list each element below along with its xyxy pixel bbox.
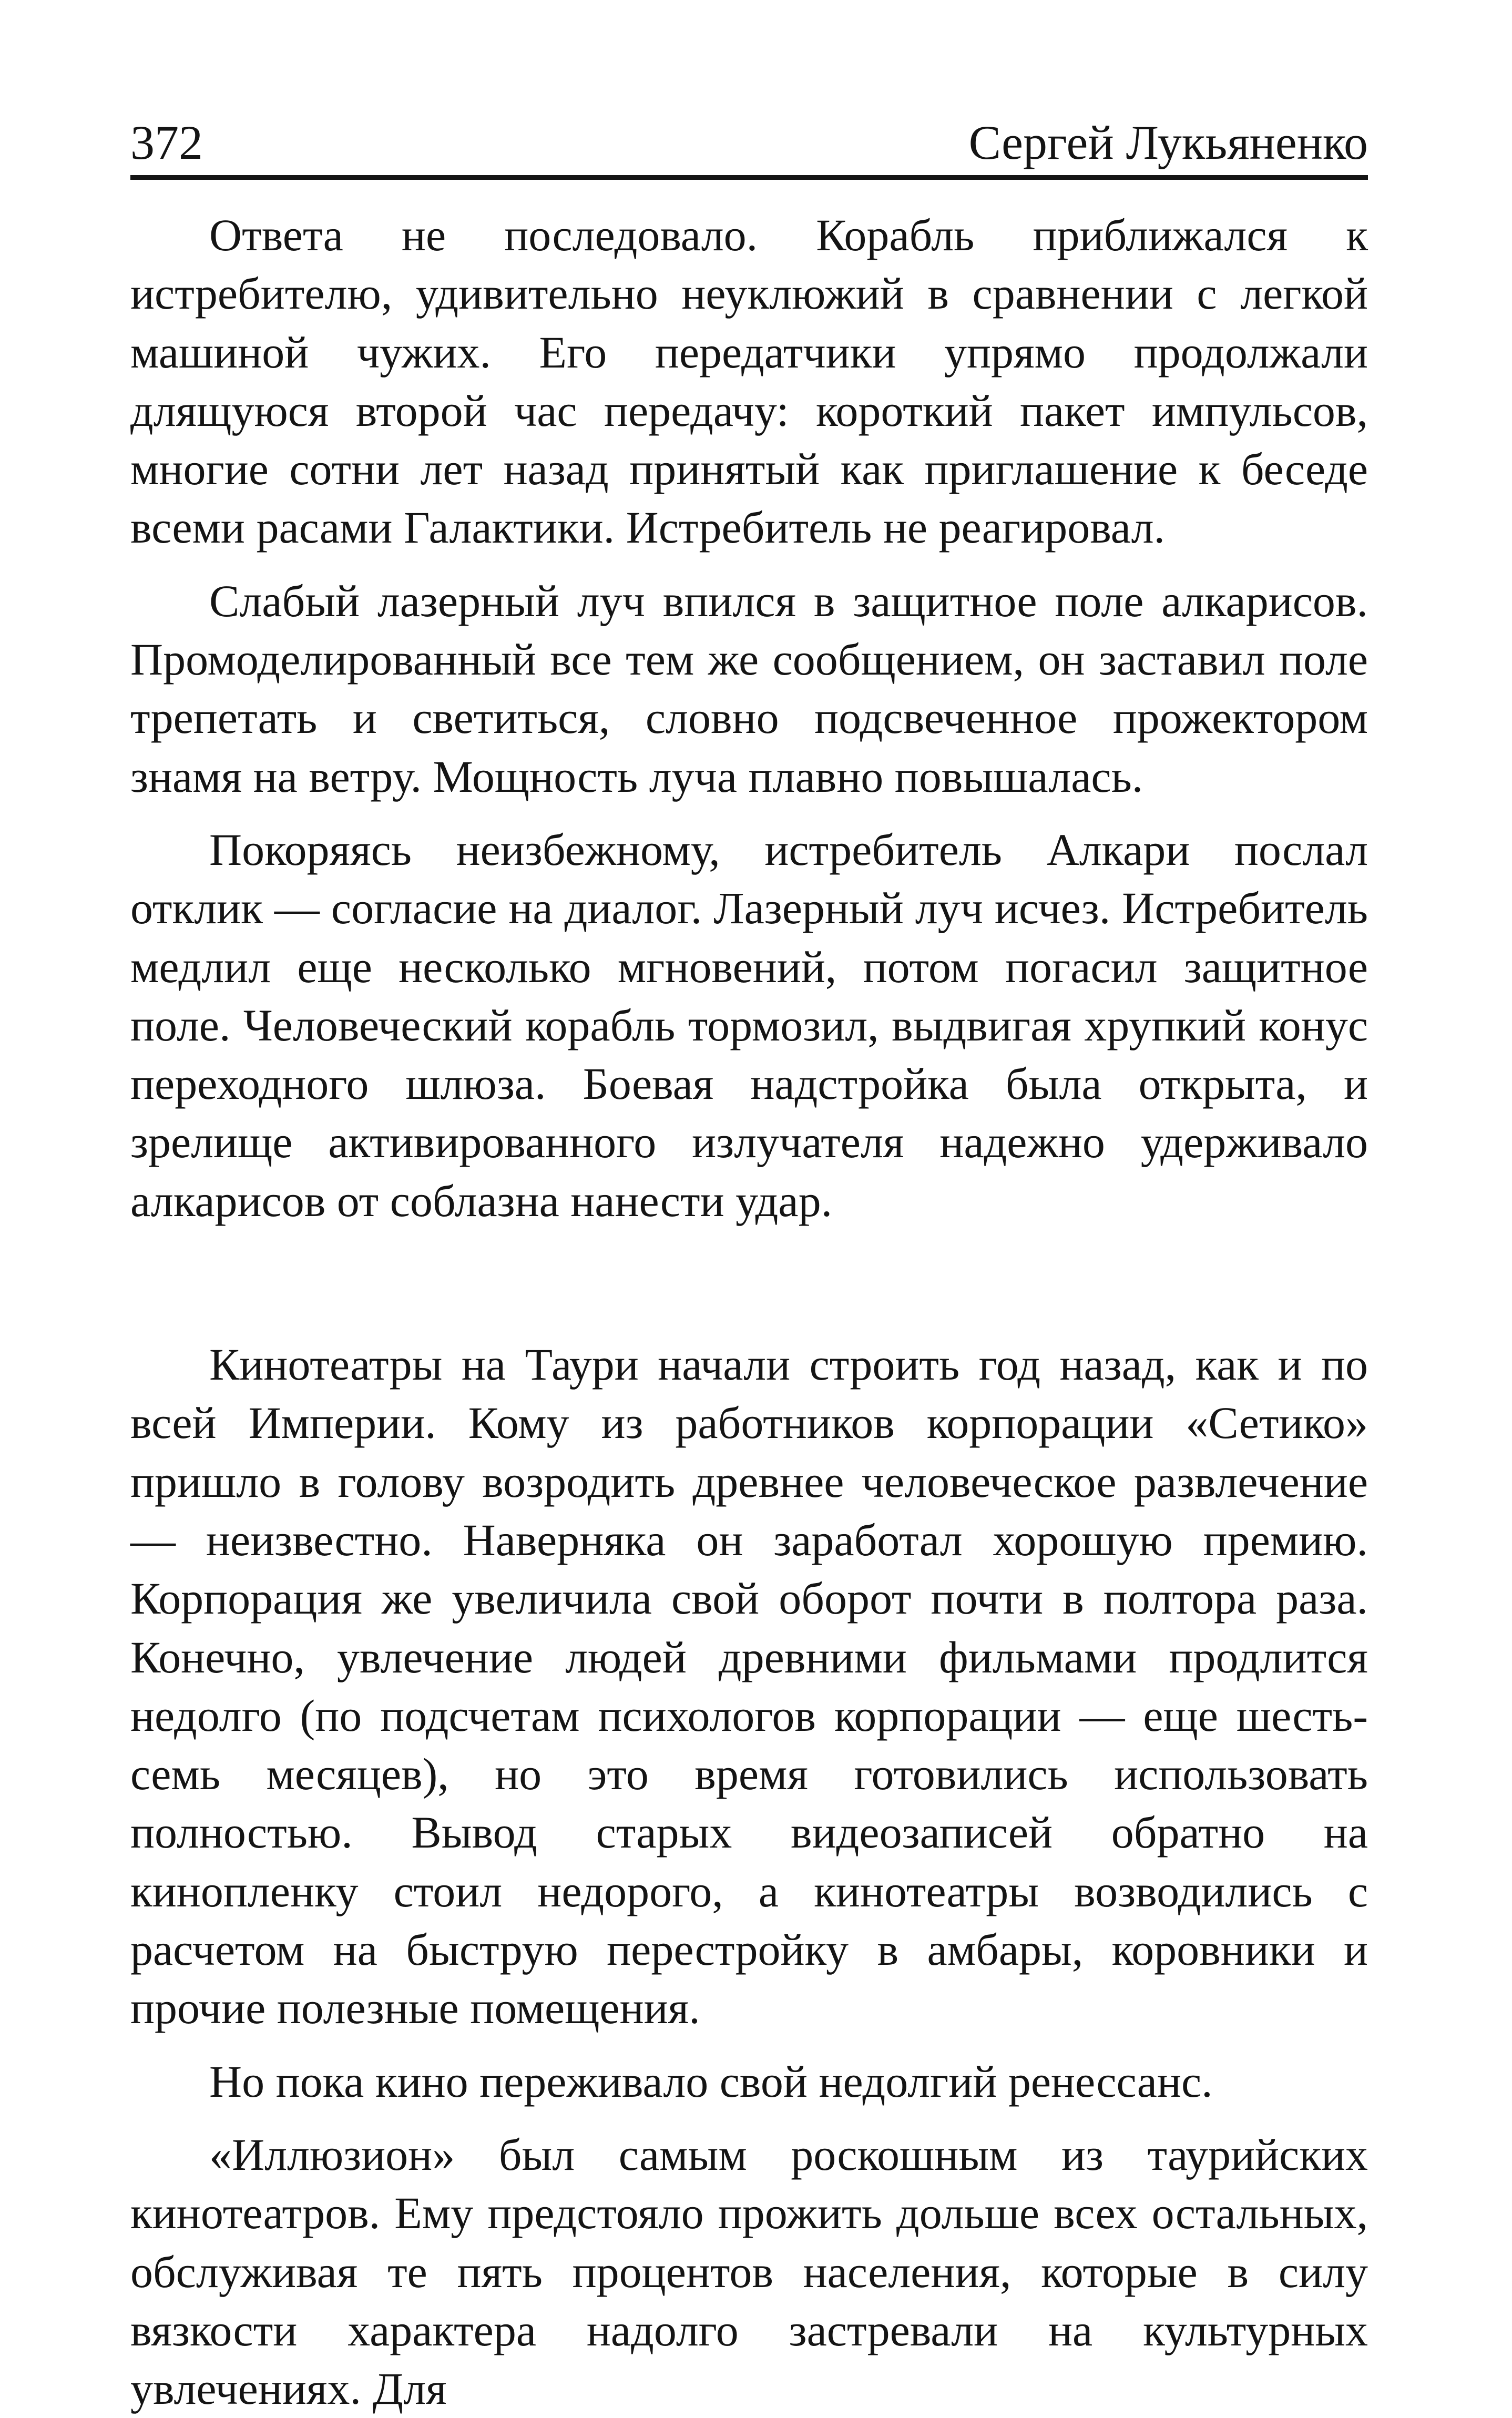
paragraph: Ответа не последовало. Корабль приближался к истребителю, удивительно неуклюжий в сравнении с легкой машиной чужих. Его передатчики упрямо продолжали длящуюся второй час передачу: короткий пакет импульсов, многие сотни лет назад принятый как приглашение к беседе всеми расами Галактики. Истребитель не реагировал. <box>130 210 1368 553</box>
paragraph: Покоряясь неизбежному, истребитель Алкари послал отклик — согласие на диалог. Лазерный луч исчез. Истребитель медлил еще несколько мгновений, потом погасил защитное поле. Человеческий корабль тормозил, выдвигая хрупкий конус переходного шлюза. Боевая надстройка была открыта, и зрелище активированного излучателя надежно удерживало алкарисов от соблазна нанести удар. <box>130 824 1368 1226</box>
page-header <box>130 103 1368 182</box>
page-body <box>130 206 1368 2418</box>
paragraph: Слабый лазерный луч впился в защитное поле алкарисов. Промоделированный все тем же сообщением, он заставил поле трепетать и светиться, словно подсвеченное прожектором знамя на ветру. Мощность луча плавно повышалась. <box>130 575 1368 802</box>
page-number: 372 <box>130 116 203 169</box>
paragraph: Но пока кино переживало свой недолгий ренессанс. <box>209 2056 1213 2107</box>
paragraph: «Иллюзион» был самым роскошным из таурийских кинотеатров. Ему предстояло прожить дольше всех остальных, обслуживая те пять процентов населения, которые в силу вязкости характера надолго застревали на культурных увлечениях. Для <box>130 2129 1368 2414</box>
paragraph: Кинотеатры на Таури начали строить год назад, как и по всей Империи. Кому из работников корпорации «Сетико» пришло в голову возродить древнее человеческое развлечение — неизвестно. Наверняка он заработал хорошую премию. Корпорация же увеличила свой оборот почти в полтора раза. Конечно, увлечение людей древними фильмами продлится недолго (по подсчетам психологов корпорации — еще шесть-семь месяцев), но это время готовились использовать полностью. Вывод старых видеозаписей обратно на кинопленку стоил недорого, а кинотеатры возводились с расчетом на быструю перестройку в амбары, коровники и прочие полезные помещения. <box>130 1339 1368 2034</box>
header-rule <box>130 175 1368 180</box>
running-head: Сергей Лукьяненко <box>968 116 1368 169</box>
section-break <box>130 1230 1368 1335</box>
